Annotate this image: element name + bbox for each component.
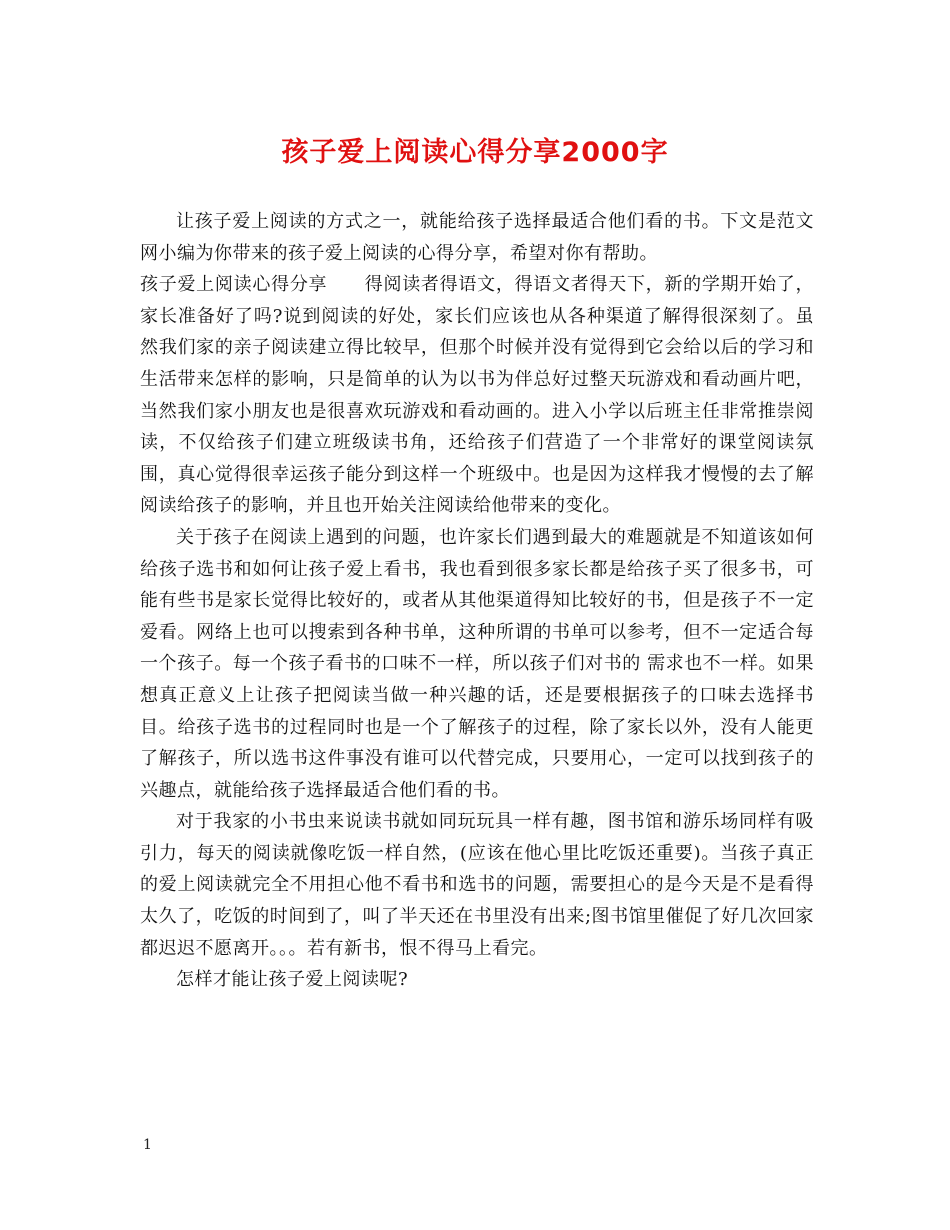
paragraph-book-selection: 关于孩子在阅读上遇到的问题，也许家长们遇到最大的难题就是不知道该如何给孩子选书和如何让孩子爱上看书，我也看到很多家长都是给孩子买了很多书，可能有些书是家长觉得比较好的，或者从其他渠道得知比较好的书，但是孩子不一定爱看。网络上也可以搜索到各种书单，这种所谓的书单可以参考，但不一定适合每一个孩子。每一个孩子看书的口味不一样，所以孩子们对书的 需求也不一样。如果想真正意义上让孩子把阅读当做一种兴趣的话，还是要根据孩子的口味去选择书目。给孩子选书的过程同时也是一个了解孩子的过程，除了家长以外，没有人能更了解孩子，所以选书这件事没有谁可以代替完成，只要用心，一定可以找到孩子的兴趣点，就能给孩子选择最适合他们看的书。	[140, 526, 814, 801]
paragraph-bookworm: 对于我家的小书虫来说读书就如同玩玩具一样有趣，图书馆和游乐场同样有吸引力，每天的阅读就像吃饭一样自然，(应该在他心里比吃饭还重要)。当孩子真正的爱上阅读就完全不用担心他不看书和选书的问题，需要担心的是今天是不是看得太久了，吃饭的时间到了，叫了半天还在书里没有出来;图书馆里催促了好几次回家都迟迟不愿离开。。。若有新书，恨不得马上看完。	[140, 811, 814, 959]
paragraph-question: 怎样才能让孩子爱上阅读呢?	[176, 969, 409, 991]
paragraph-intro: 让孩子爱上阅读的方式之一，就能给孩子选择最适合他们看的书。下文是范文网小编为你带来的孩子爱上阅读的心得分享，希望对你有帮助。	[140, 211, 814, 264]
paragraph-reading-benefits: 孩子爱上阅读心得分享 得阅读者得语文，得语文者得天下，新的学期开始了，家长准备好了吗?说到阅读的好处，家长们应该也从各种渠道了解得很深刻了。虽然我们家的亲子阅读建立得比较早，但那个时候并没有觉得到它会给以后的学习和生活带来怎样的影响，只是简单的认为以书为伴总好过整天玩游戏和看动画片吧，当然我们家小朋友也是很喜欢玩游戏和看动画的。进入小学以后班主任非常推崇阅读，不仅给孩子们建立班级读书角，还给孩子们营造了一个非常好的课堂阅读氛围，真心觉得很幸运孩子能分到这样一个班级中。也是因为这样我才慢慢的去了解阅读给孩子的影响，并且也开始关注阅读给他带来的变化。	[140, 274, 814, 517]
document-body	[140, 206, 814, 996]
document-title: 孩子爱上阅读心得分享2000字	[281, 137, 669, 168]
page-number: 1	[143, 1137, 152, 1153]
